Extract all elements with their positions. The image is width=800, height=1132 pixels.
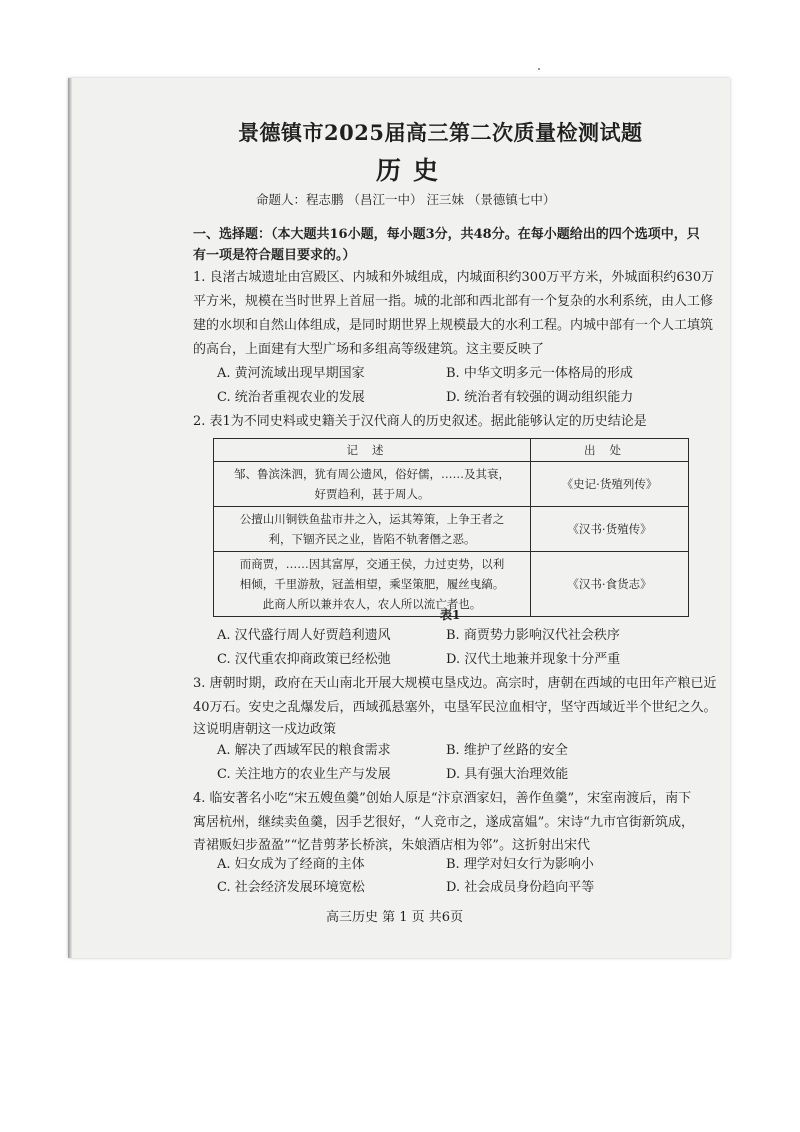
record-text-line: 邹、鲁滨洙泗，犹有周公遗风，俗好儒，……及其衰，: [234, 467, 510, 481]
q2-option-b: B. 商贾势力影响汉代社会秩序: [446, 628, 620, 643]
q4-option-d: D. 社会成员身份趋向平等: [446, 880, 595, 895]
q3-line-3: 这说明唐朝这一戍边政策: [193, 722, 337, 737]
q4-line-1: 4. 临安著名小吃“宋五嫂鱼羹”创始人原是“汴京酒家妇，善作鱼羹”，宋室南渡后，南下: [193, 791, 692, 806]
q4-option-c: C. 社会经济发展环境宽松: [217, 880, 365, 895]
q1-line-2: 平方米，规模在当时世界上首屈一指。城的北部和西北部有一个复杂的水利系统，由人工修: [193, 294, 714, 309]
q1-option-a: A. 黄河流域出现早期国家: [217, 366, 365, 381]
source-cell: 《汉书·食货志》: [531, 552, 689, 617]
source-cell: 《汉书·货殖传》: [531, 507, 689, 552]
q3-option-c: C. 关注地方的农业生产与发展: [217, 767, 391, 782]
q3-option-a: A. 解决了西域军民的粮食需求: [217, 743, 391, 758]
table-caption: 表1: [440, 608, 461, 622]
q2-option-c: C. 汉代重农抑商政策已经松弛: [217, 652, 391, 667]
record-text-line: 而商贾，……因其富厚，交通王侯，力过吏势，以利: [239, 557, 505, 571]
q1-option-c: C. 统治者重视农业的发展: [217, 390, 365, 405]
record-text-line: 公擅山川铜铁鱼盐市井之入，运其筹策，上争王者之: [239, 512, 505, 526]
q2-option-a: A. 汉代盛行周人好贾趋利遗风: [217, 628, 391, 643]
q2-stem: 2. 表1为不同史料或史籍关于汉代商人的历史叙述。据此能够认定的历史结论是: [193, 414, 647, 429]
paper-edge-shadow: [68, 78, 72, 958]
table-row: [214, 462, 689, 507]
column-header-record: 记述: [214, 439, 531, 462]
record-cell: [214, 552, 531, 617]
table-row: [214, 507, 689, 552]
record-text-line: 利，下锢齐民之业，皆陷不轨奢僭之恶。: [268, 532, 476, 546]
source-cell: 《史记·货殖列传》: [531, 462, 689, 507]
q2-option-d: D. 汉代土地兼并现象十分严重: [446, 652, 621, 667]
q4-line-2: 寓居杭州，继续卖鱼羹，因手艺很好，“人竞市之，遂成富媪”。宋诗“九市官街新筑成，: [193, 815, 694, 830]
author-line: 命题人：程志鹏 （昌江一中） 汪三妹 （景德镇七中）: [256, 192, 556, 207]
speck: [538, 68, 540, 70]
q4-option-a: A. 妇女成为了经商的主体: [217, 857, 365, 872]
record-text-line: 相倾，千里游敖，冠盖相望，乘坚策肥，履丝曳縞。: [239, 577, 505, 591]
page-footer: 高三历史 第 1 页 共6页: [326, 910, 464, 925]
record-cell: [214, 462, 531, 507]
q1-line-1: 1. 良渚古城遗址由宫殿区、内城和外城组成，内城面积约300万平方米，外城面积约630万: [193, 270, 715, 285]
q1-line-3: 建的水坝和自然山体组成，是同时期世界上规模最大的水利工程。内城中部有一个人工填筑: [193, 318, 714, 333]
section-heading-cont: 有一项是符合题目要求的。）: [193, 248, 356, 263]
q1-option-d: D. 统治者有较强的调动组织能力: [446, 390, 634, 405]
record-cell: [214, 507, 531, 552]
record-text-line: 此商人所以兼并农人，农人所以流亡者也。: [262, 597, 482, 611]
q1-option-b: B. 中华文明多元一体格局的形成: [446, 366, 633, 381]
q3-line-2: 40万石。安史之乱爆发后，西域孤悬塞外，屯垦军民泣血相守，坚守西域近半个世纪之久。: [193, 700, 717, 715]
column-header-source: 出处: [531, 439, 689, 462]
q3-option-d: D. 具有强大治理效能: [446, 767, 569, 782]
subject-title: 历史: [376, 156, 451, 185]
q1-line-4: 的高台，上面建有大型广场和多组高等级建筑。这主要反映了: [193, 342, 545, 357]
q4-option-b: B. 理学对妇女行为影响小: [446, 857, 594, 872]
historical-sources-table: [213, 438, 689, 617]
table-header-row: [214, 439, 689, 462]
q4-line-3: 青裙贩妇步盈盈”“忆昔剪茅长桥滨，朱娘酒店相为邻”。这折射出宋代: [193, 838, 590, 853]
section-heading: 一、选择题：（本大题共16小题，每小题3分，共48分。在每小题给出的四个选项中，只: [193, 227, 700, 242]
record-text-line: 好贾趋利，甚于周人。: [314, 487, 430, 501]
exam-title: 景德镇市2025届高三第二次质量检测试题: [238, 120, 643, 145]
q3-line-1: 3. 唐朝时期，政府在天山南北开展大规模屯垦戍边。高宗时，唐朝在西域的屯田年产粮已近: [193, 676, 717, 691]
q3-option-b: B. 维护了丝路的安全: [446, 743, 568, 758]
